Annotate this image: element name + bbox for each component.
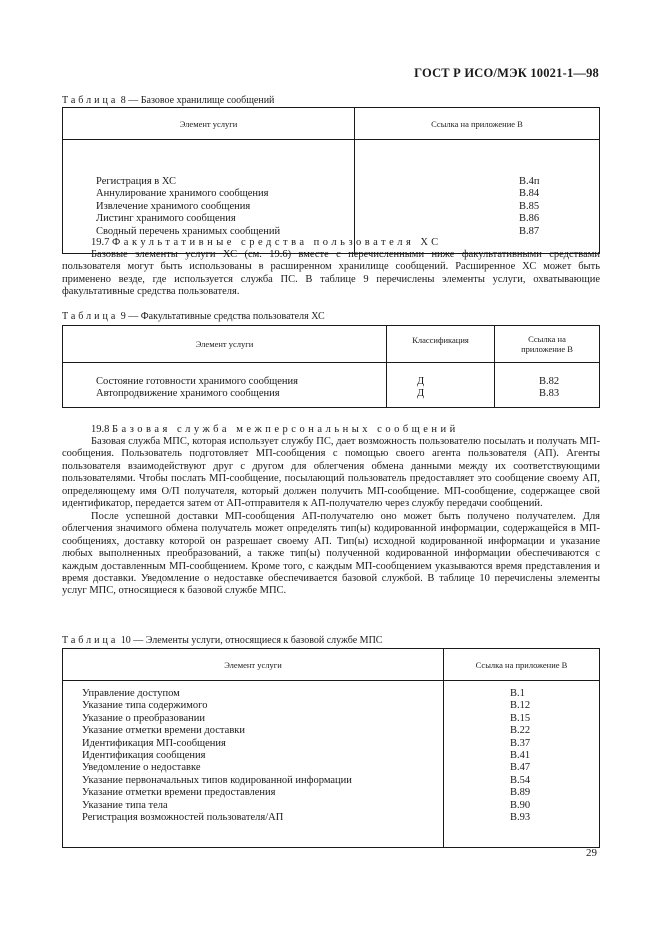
section-19-8-number: 19.8: [91, 424, 110, 435]
table9-col-element: [63, 363, 387, 408]
paragraph: Базовые элементы услуги ХС (см. 19.6) вместе с перечисленными ниже факультативными средствами пользователя могут быть использованы в расширенном хранилище сообщений. Расширенное ХС может быть применено везде, где используется служба ПС. В таблице 9 перечислены элементы услуги, охватывающие факультативные средства пользователя.: [62, 249, 600, 298]
table8-row-ref: B.86: [519, 213, 540, 225]
table8-row-ref: B.87: [519, 225, 540, 237]
table8-row-element: Извлечение хранимого сообщения: [96, 200, 251, 212]
table9-row-class: Д: [417, 388, 425, 400]
table9-ref-list: [495, 363, 599, 401]
table10-header-ref: Ссылка на приложение В: [444, 649, 600, 681]
table10-row-element: Указание о преобразовании: [82, 712, 206, 724]
table10-row-element: Идентификация МП-сообщения: [82, 737, 226, 749]
table8-row-ref: B.4п: [519, 176, 540, 187]
table9-row-class: Д: [417, 376, 425, 387]
table8-row-element: Сводный перечень хранимых сообщений: [96, 225, 281, 237]
table8-row-element: Аннулирование хранимого сообщения: [96, 188, 269, 200]
paragraph: Базовая служба МПС, которая использует службу ПС, дает возможность пользователю посылать и получать МП-сообщения. Пользователь подготовляет МП-сообщения с помощью своего агента пользователя (АП). Агенты пользователя взаимодействуют друг с другом для облегчения обмена данными между их соответствующими пользователями. Чтобы послать МП-сообщение, посылающий пользователь предоставляет это сообщение своему АП, определяющему имя О/П получателя, который должен получить МП-сообщение. МП-сообщение, содержащее свой идентификатор, передается затем от АП-отправителя к АП-получателю через службу передачи сообщений.: [62, 436, 600, 510]
table9-caption-prefix: Таблица: [62, 311, 119, 322]
table10-row-element: Уведомление о недоставке: [82, 762, 201, 774]
table10-caption-text: 10 — Элементы услуги, относящиеся к базовой службе МПС: [120, 635, 383, 646]
table8-row-element: Регистрация в ХС: [96, 176, 177, 187]
table10-row-ref: B.47: [510, 762, 531, 774]
table9-row-ref: B.82: [539, 376, 560, 387]
table10-header-element: Элемент услуги: [63, 649, 444, 681]
table8: [62, 107, 600, 254]
table9-row-element: Состояние готовности хранимого сообщения: [96, 376, 298, 387]
table10-row-element: Регистрация возможностей пользователя/АП: [82, 812, 284, 824]
table8-caption: [62, 95, 274, 106]
table10-row-ref: B.54: [510, 774, 531, 786]
table10-caption: [62, 635, 382, 646]
table9: [62, 325, 600, 408]
table10-row-ref: B.37: [510, 737, 531, 749]
table8-caption-prefix: Таблица: [62, 95, 119, 106]
section-19-8-body: [62, 436, 600, 598]
table8-caption-text: 8 — Базовое хранилище сообщений: [120, 95, 275, 106]
table9-header-class: Классификация: [387, 326, 495, 363]
table8-row-ref: B.84: [519, 188, 540, 200]
table10-row-ref: B.93: [510, 812, 531, 824]
section-19-8-title: Базовая служба межперсональных сообщений: [112, 424, 459, 435]
table10-row-ref: B.22: [510, 725, 531, 737]
page-number: 29: [586, 847, 597, 859]
table10-col-element: [63, 681, 444, 848]
table8-header-element: Элемент услуги: [63, 108, 355, 140]
table10-row-element: Указание первоначальных типов кодированной информации: [82, 774, 352, 786]
table10-row-ref: B.15: [510, 712, 531, 724]
table10-row-ref: B.89: [510, 787, 531, 799]
table9-element-list: [63, 363, 386, 401]
table10-ref-list: [444, 681, 599, 824]
table8-row-ref: B.85: [519, 200, 540, 212]
table10-row-element: Указание типа содержимого: [82, 700, 208, 712]
table10: [62, 648, 600, 848]
table9-class-list: [387, 363, 494, 401]
table9-col-ref: [495, 363, 600, 408]
table10-element-list: [63, 681, 443, 824]
table10-row-element: Управление доступом: [82, 688, 180, 699]
table10-row-element: Указание отметки времени предоставления: [82, 787, 276, 799]
table10-row-element: Идентификация сообщения: [82, 750, 206, 762]
table9-caption-text: 9 — Факультативные средства пользователя ХС: [120, 311, 325, 322]
table10-row-ref: B.1: [510, 688, 525, 699]
section-19-7-number: 19.7: [91, 237, 110, 248]
table8-row-element: Листинг хранимого сообщения: [96, 213, 236, 225]
table9-row-element: Автопродвижение хранимого сообщения: [96, 388, 280, 400]
table10-col-ref: [444, 681, 600, 848]
section-19-7-body: [62, 249, 600, 299]
table10-row-ref: B.90: [510, 799, 531, 811]
table10-row-ref: B.12: [510, 700, 531, 712]
table8-ref-list: [355, 140, 599, 238]
table9-caption: [62, 311, 325, 322]
section-19-7-heading: [91, 237, 442, 248]
table10-row-element: Указание типа тела: [82, 799, 168, 811]
table8-element-list: [63, 140, 354, 238]
table9-row-ref: B.83: [539, 388, 560, 400]
document-code-header: ГОСТ Р ИСО/МЭК 10021-1—98: [414, 66, 599, 80]
table9-header-element: Элемент услуги: [63, 326, 387, 363]
section-19-8-heading: [91, 424, 459, 435]
section-19-7-title: Факультативные средства пользователя ХС: [112, 237, 442, 248]
table10-row-element: Указание отметки времени доставки: [82, 725, 245, 737]
paragraph: После успешной доставки МП-сообщения АП-получателю оно может быть получено получателем. Для облегчения значимого обмена получатель может определять тип(ы) кодированной информации, содержащейся в МП-сообщениях, доставку которой он разрешает своему АП. Тип(ы) исходной кодированной информации и указание любых выполненных преобразований, а также тип(ы) полученной кодированной информации обеспечиваются с каждым доставленным МП-сообщением. Кроме того, с каждым МП-сообщением указываются время представления и время доставки. Уведомление о недоставке обеспечивается базовой службой. В таблице 10 перечислены элементы услуг МПС, относящиеся к базовой службе МПС.: [62, 510, 600, 597]
table8-header-ref: Ссылка на приложение В: [355, 108, 600, 140]
table9-header-ref: Ссылка на приложение В: [495, 326, 600, 363]
table10-row-ref: B.41: [510, 750, 531, 762]
table10-caption-prefix: Таблица: [62, 635, 119, 646]
table9-col-class: [387, 363, 495, 408]
